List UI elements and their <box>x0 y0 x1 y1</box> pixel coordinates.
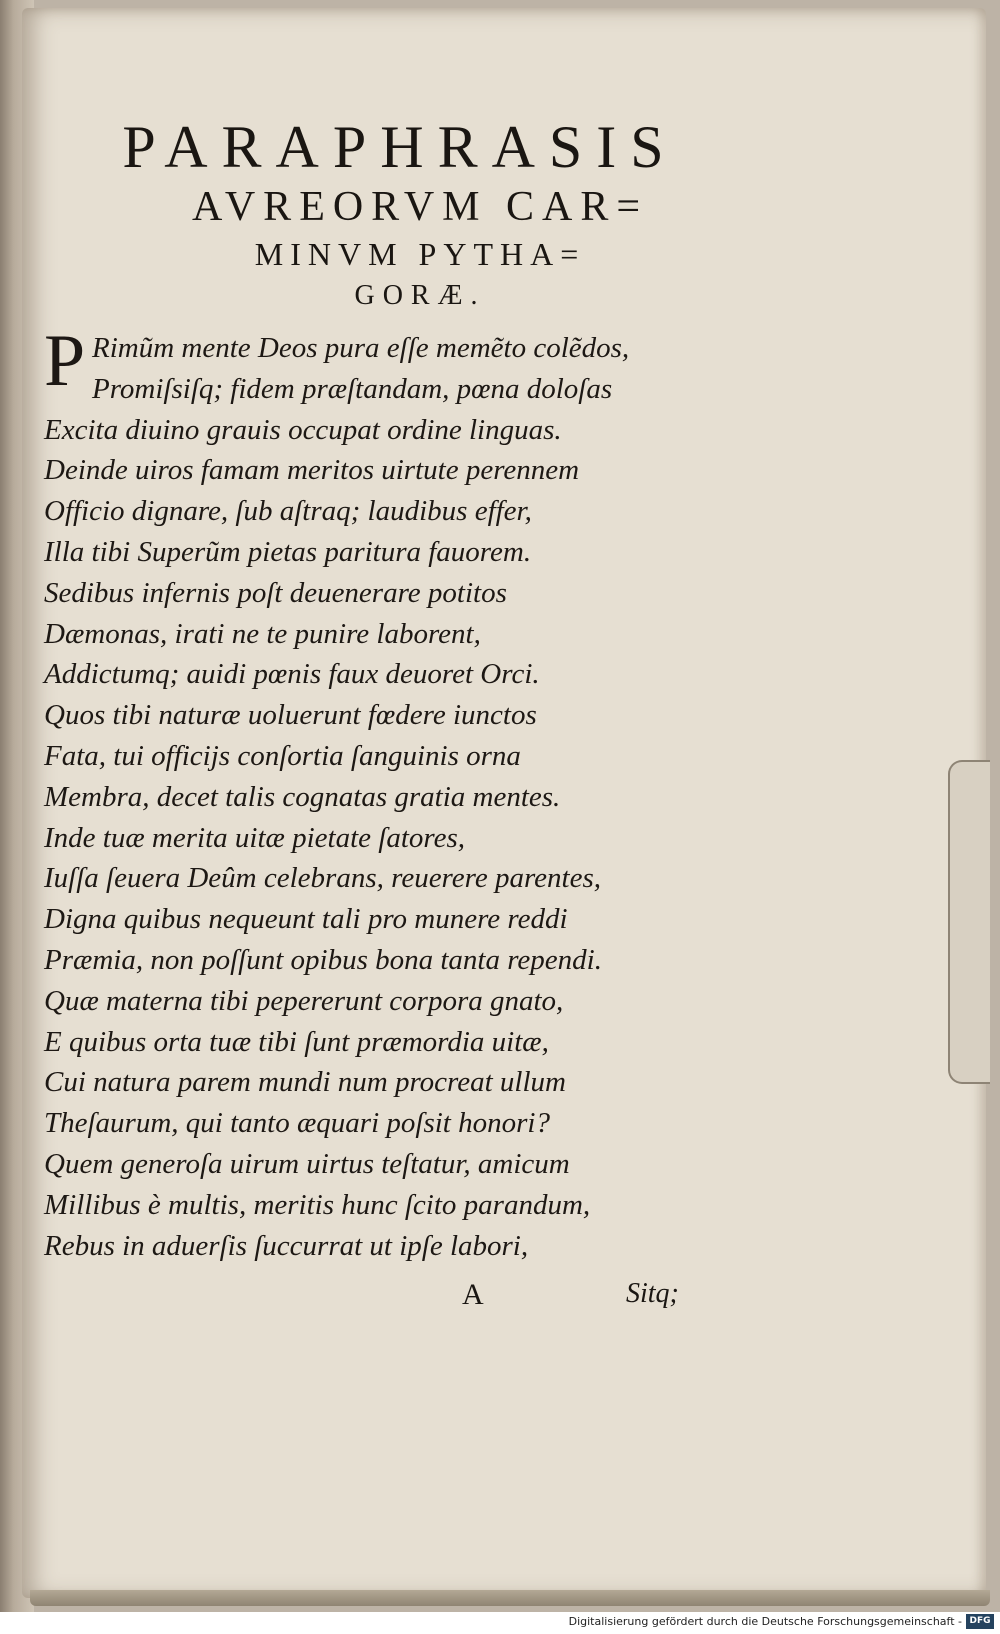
verse-line: Quæ materna tibi pepererunt corpora gnato, <box>44 984 564 1017</box>
verse-line: Dæmonas, irati ne te punire laborent, <box>44 617 481 650</box>
title-line-4: GORÆ. <box>354 280 486 311</box>
dfg-logo: DFG <box>966 1614 994 1629</box>
verse-line: Officio dignare, ſub aſtraq; laudibus effer, <box>44 495 532 528</box>
verse-line: Illa tibi Superũm pietas paritura fauorem. <box>44 535 532 568</box>
verse-line: Rimũm mente Deos pura eſſe memẽto colẽdos, <box>92 332 630 364</box>
page-stack-edge <box>30 1590 990 1606</box>
page-clip-tab <box>948 760 990 1084</box>
verse-line: Millibus è multis, meritis hunc ſcito parandum, <box>44 1188 591 1221</box>
verse-line: Promiſsiſq; fidem præſtandam, pœna doloſas <box>92 372 613 405</box>
verse-line: Excita diuino grauis occupat ordine linguas. <box>44 413 562 446</box>
title-line-2: AVREORVM CAR= <box>191 184 649 230</box>
verse-line: Cui natura parem mundi num procreat ullum <box>44 1066 566 1099</box>
title-line-3: MINVM PYTHA= <box>254 236 586 272</box>
verse-line: Præmia, non poſſunt opibus bona tanta rependi. <box>44 943 602 976</box>
poem-text <box>44 320 724 1266</box>
verse-line: Fata, tui officijs conſortia ſanguinis orna <box>44 739 521 772</box>
verse-line: Rebus in aduerſis ſuccurrat ut ipſe labori, <box>44 1229 529 1262</box>
catchword: Sitq; <box>626 1278 679 1309</box>
verse-line: Inde tuæ merita uitæ pietate ſatores, <box>44 821 465 854</box>
drop-cap: P <box>44 320 86 402</box>
verse-line: Theſaurum, qui tanto æquari poſsit honori? <box>44 1107 550 1140</box>
title-block <box>50 112 750 316</box>
verse-line: Quem generoſa uirum uirtus teſtatur, amicum <box>44 1147 570 1180</box>
signature-mark: A <box>462 1278 484 1311</box>
verse-line: Digna quibus nequeunt tali pro munere reddi <box>44 903 568 936</box>
verse-line: E quibus orta tuæ tibi ſunt præmordia uitæ, <box>44 1025 549 1058</box>
verse-line: Membra, decet talis cognatas gratia mentes. <box>44 780 561 813</box>
title-line-1: PARAPHRASIS <box>122 114 678 180</box>
verse-line: Addictumq; auidi pœnis faux deuoret Orci. <box>44 658 540 691</box>
verse-line: Quos tibi naturæ uoluerunt fœdere iunctos <box>44 699 537 732</box>
verse-line: Deinde uiros famam meritos uirtute perennem <box>44 454 580 487</box>
verse-line: Iuſſa ſeuera Deûm celebrans, reuerere parentes, <box>44 862 602 895</box>
funding-notice: Digitalisierung gefördert durch die Deutsche Forschungsgemeinschaft - <box>568 1615 962 1628</box>
verse-line: Sedibus infernis poſt deuenerare potitos <box>44 576 507 609</box>
